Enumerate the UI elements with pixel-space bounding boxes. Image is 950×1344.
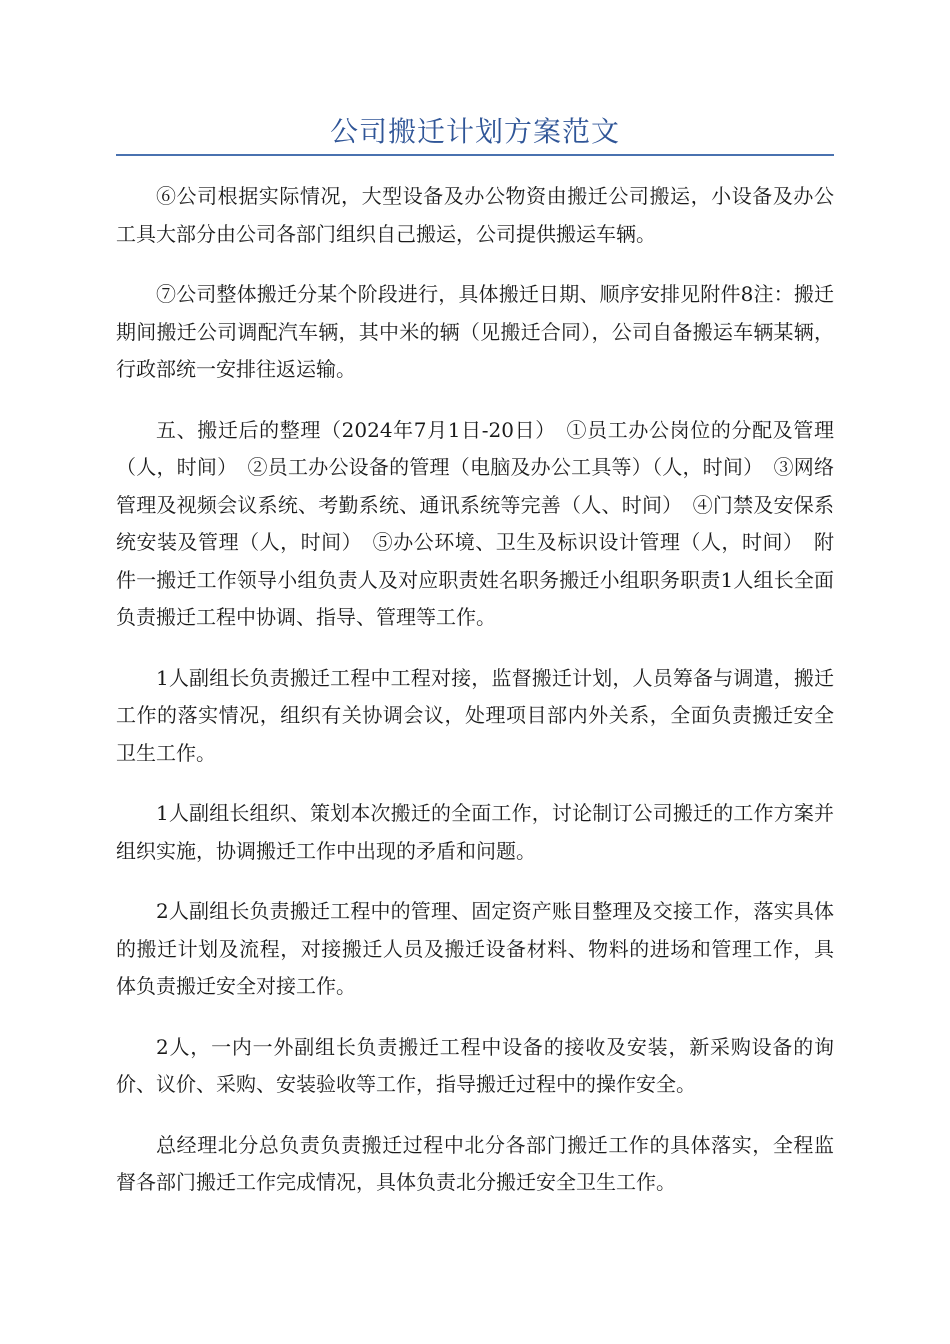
paragraph: ⑥公司根据实际情况，大型设备及办公物资由搬迁公司搬运，小设备及办公工具大部分由公司各部门组织自己搬运，公司提供搬运车辆。 [116,184,834,246]
paragraph: 2人，一内一外副组长负责搬迁工程中设备的接收及安装，新采购设备的询价、议价、采购、安装验收等工作，指导搬迁过程中的操作安全。 [116,1034,834,1096]
paragraph: 1人副组长组织、策划本次搬迁的全面工作，讨论制订公司搬迁的工作方案并组织实施，协调搬迁工作中出现的矛盾和问题。 [116,801,834,863]
document-title: 公司搬迁计划方案范文 [329,115,620,148]
document-body [116,178,834,1225]
paragraph: 1人副组长负责搬迁工程中工程对接，监督搬迁计划，人员筹备与调遣，搬迁工作的落实情况，组织有关协调会议，处理项目部内外关系，全面负责搬迁安全卫生工作。 [116,665,834,765]
title-underline [116,154,834,156]
paragraph: ⑦公司整体搬迁分某个阶段进行，具体搬迁日期、顺序安排见附件8注：搬迁期间搬迁公司调配汽车辆，其中米的辆（见搬迁合同），公司自备搬运车辆某辆，行政部统一安排往返运输。 [116,282,834,381]
paragraph: 五、搬迁后的整理（2024年7月1日-20日） ①员工办公岗位的分配及管理（人，时间） ②员工办公设备的管理（电脑及办公工具等）（人，时间） ③网络管理及视频会议系统、考勤系统、通讯系统等完善（人、时间） ④门禁及安保系统安装及管理（人，时间） ⑤办公环境、卫生及标识设计管理（人，时间） 附件一搬迁工作领导小组负责人及对应职责姓名职务搬迁小组职务职责1人组长全面负责搬迁工程中协调、指导、管理等工作。 [116,417,834,629]
paragraph: 总经理北分总负责负责搬迁过程中北分各部门搬迁工作的具体落实，全程监督各部门搬迁工作完成情况，具体负责北分搬迁安全卫生工作。 [116,1132,834,1194]
paragraph: 2人副组长负责搬迁工程中的管理、固定资产账目整理及交接工作，落实具体的搬迁计划及流程，对接搬迁人员及搬迁设备材料、物料的进场和管理工作，具体负责搬迁安全对接工作。 [116,899,834,998]
